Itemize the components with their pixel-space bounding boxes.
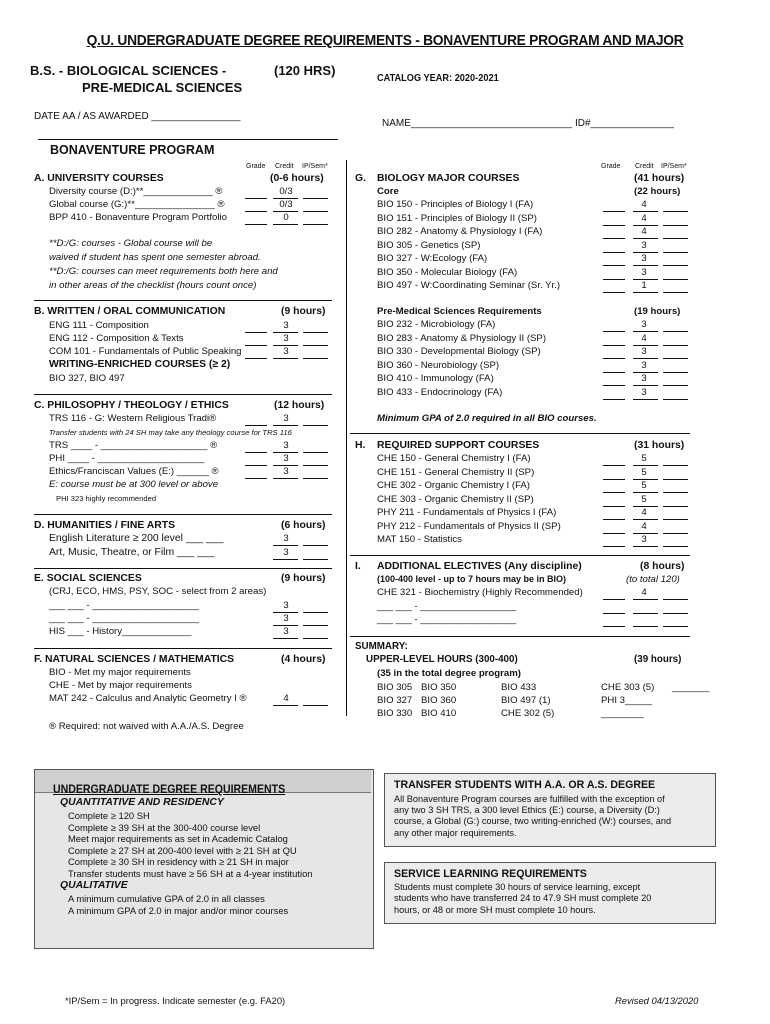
- grade-blank[interactable]: [603, 533, 625, 534]
- transfer-line: course, a Global (G:) course, two writing-enriched (W:) courses, and: [394, 816, 672, 827]
- upper-level-sub: (35 in the total degree program): [377, 668, 521, 679]
- degree-hours: (120 HRS): [274, 63, 336, 78]
- ip-blank[interactable]: [663, 331, 688, 332]
- grade-blank[interactable]: [603, 279, 625, 280]
- degree-requirements-box: [34, 769, 374, 949]
- program-title: BONAVENTURE PROGRAM: [50, 143, 215, 157]
- ip-blank[interactable]: [663, 492, 688, 493]
- ip-blank[interactable]: [663, 345, 688, 346]
- course-row: BIO 497 - W:Coordinating Seminar (Sr. Yr.): [377, 280, 561, 291]
- divider: [34, 394, 332, 395]
- summary-course: BIO 327: [377, 695, 413, 706]
- col-grade: Grade: [246, 163, 266, 170]
- credit-blank: [273, 625, 298, 626]
- grade-blank[interactable]: [245, 332, 267, 333]
- section-g-letter: G.: [355, 173, 366, 184]
- course-row: PHY 212 - Fundamentals of Physics II (SP): [377, 520, 561, 532]
- writing-enriched-courses: BIO 327, BIO 497: [49, 373, 125, 384]
- ip-blank[interactable]: [663, 626, 688, 627]
- grade-blank[interactable]: [603, 506, 625, 507]
- note-phi: PHI 323 highly recommended: [56, 494, 157, 503]
- grade-blank[interactable]: [603, 225, 625, 226]
- credit-value: 4: [641, 507, 647, 518]
- credit-value: 0/3: [279, 199, 293, 210]
- note-line: in other areas of the checklist (hours count once): [49, 280, 257, 291]
- credit-value: 3: [283, 320, 289, 331]
- grade-blank[interactable]: [245, 465, 267, 466]
- transfer-box: [384, 773, 716, 847]
- col-ip-right: IP/Sem*: [661, 163, 687, 170]
- credit-value: 4: [641, 520, 647, 532]
- col-credit-right: Credit: [635, 163, 654, 170]
- gpa-note: Minimum GPA of 2.0 required in all BIO courses.: [377, 413, 597, 424]
- credit-blank: [273, 211, 298, 212]
- course-row: BIO 151 - Principles of Biology II (SP): [377, 212, 537, 224]
- ip-blank[interactable]: [303, 625, 328, 626]
- section-f-title: F. NATURAL SCIENCES / MATHEMATICS: [34, 654, 235, 665]
- credit-blank: [273, 425, 298, 426]
- ip-blank[interactable]: [663, 385, 688, 386]
- credit-blank: [633, 613, 658, 614]
- service-line: hours, or 48 or more SH must complete 10 hours.: [394, 904, 596, 915]
- course-row: PHY 211 - Fundamentals of Physics I (FA): [377, 507, 557, 518]
- grade-blank[interactable]: [603, 292, 625, 293]
- ip-blank[interactable]: [663, 372, 688, 373]
- divider: [350, 555, 690, 556]
- summary-course: BIO 360: [421, 695, 457, 706]
- divider: [34, 514, 332, 515]
- summary-label: SUMMARY:: [355, 641, 408, 652]
- service-text: [394, 882, 651, 916]
- credit-blank: [633, 546, 658, 547]
- section-e-sub: (CRJ, ECO, HMS, PSY, SOC - select from 2 areas): [49, 586, 267, 597]
- qr-line: Complete ≥ 120 SH: [68, 810, 150, 821]
- credit-blank: [633, 399, 658, 400]
- grade-blank[interactable]: [245, 345, 267, 346]
- credit-value: 4: [283, 693, 289, 704]
- transfer-text: [394, 794, 671, 839]
- section-d-row: English Literature ≥ 200 level ___ ___: [49, 533, 224, 544]
- grade-blank[interactable]: [603, 613, 625, 614]
- credit-value: 0: [283, 212, 289, 223]
- grade-blank[interactable]: [245, 198, 267, 199]
- ip-blank[interactable]: [663, 506, 688, 507]
- ip-blank[interactable]: [663, 358, 688, 359]
- col-credit: Credit: [275, 163, 294, 170]
- course-row: MAT 150 - Statistics: [377, 534, 462, 545]
- ip-blank[interactable]: [663, 211, 688, 212]
- ip-blank[interactable]: [663, 479, 688, 480]
- summary-course: BIO 497 (1): [501, 695, 551, 706]
- grade-blank[interactable]: [603, 492, 625, 493]
- credit-value: 3: [283, 613, 289, 624]
- credit-blank: [273, 545, 298, 546]
- upper-level-hours: (39 hours): [634, 654, 682, 665]
- grade-blank[interactable]: [603, 546, 625, 547]
- section-a-row: Diversity course (D:)**_____________ ®: [49, 186, 223, 197]
- qr-line: Meet major requirements as set in Academic Catalog: [68, 833, 288, 845]
- summary-course: BIO 410: [421, 708, 457, 719]
- section-e-row: ___ ___ - ____________________: [49, 613, 199, 624]
- grade-blank[interactable]: [603, 599, 625, 600]
- credit-value: 5: [641, 493, 647, 505]
- grade-blank[interactable]: [603, 358, 625, 359]
- transfer-title: TRANSFER STUDENTS WITH A.A. OR A.S. DEGREE: [394, 779, 656, 791]
- section-c-hours: (12 hours): [274, 400, 325, 411]
- section-d-title: D. HUMANITIES / FINE ARTS: [34, 520, 176, 531]
- section-a-title: A. UNIVERSITY COURSES: [34, 173, 164, 184]
- credit-value: 1: [641, 280, 647, 291]
- ip-blank[interactable]: [663, 533, 688, 534]
- divider: [34, 648, 332, 649]
- credit-value: 3: [641, 386, 647, 398]
- credit-value: 4: [641, 332, 647, 344]
- section-i-letter: I.: [355, 561, 361, 572]
- ip-blank[interactable]: [663, 519, 688, 520]
- credit-value: 3: [641, 346, 647, 357]
- catalog-year: CATALOG YEAR: 2020-2021: [377, 73, 499, 84]
- credit-value: 3: [641, 253, 647, 264]
- ip-blank[interactable]: [303, 559, 328, 560]
- grade-blank[interactable]: [603, 252, 625, 253]
- divider: [38, 139, 338, 140]
- credit-value: 3: [283, 333, 289, 344]
- section-i-sub: (100-400 level - up to 7 hours may be in BIO): [377, 574, 567, 584]
- credit-value: 5: [641, 480, 647, 491]
- section-g-title: BIOLOGY MAJOR COURSES: [377, 173, 520, 184]
- section-c-trs: TRS 116 - G: Western Religious Tradi®: [49, 413, 217, 424]
- degree-title: [30, 62, 226, 79]
- credit-blank: [273, 705, 298, 706]
- divider: [34, 568, 332, 569]
- service-line: Students must complete 30 hours of service learning, except: [394, 882, 641, 892]
- grade-blank[interactable]: [245, 478, 267, 479]
- grade-blank[interactable]: [603, 385, 625, 386]
- section-c-title: C. PHILOSOPHY / THEOLOGY / ETHICS: [34, 400, 229, 411]
- section-e-title: E. SOCIAL SCIENCES: [34, 573, 142, 584]
- ip-blank[interactable]: [303, 211, 328, 212]
- required-note: ® Required: not waived with A.A./A.S. Degree: [49, 721, 244, 732]
- credit-value: 3: [283, 453, 289, 464]
- credit-value: 3: [641, 359, 647, 371]
- section-h-hours: (31 hours): [634, 440, 685, 451]
- credit-blank: [273, 612, 298, 613]
- degree-line1: B.S. - BIOLOGICAL SCIENCES -: [30, 63, 227, 78]
- ip-blank[interactable]: [663, 292, 688, 293]
- udr-title: UNDERGRADUATE DEGREE REQUIREMENTS: [53, 782, 286, 796]
- ip-blank[interactable]: [663, 399, 688, 400]
- credit-value: 3: [283, 346, 289, 357]
- credit-value: 3: [283, 533, 289, 544]
- note-line: waived if student has spent one semester abroad.: [49, 252, 261, 263]
- section-f-hours: (4 hours): [281, 654, 326, 665]
- credit-blank: [273, 358, 298, 359]
- credit-value: 0/3: [279, 186, 293, 197]
- grade-blank[interactable]: [603, 399, 625, 400]
- ip-blank[interactable]: [303, 638, 328, 639]
- course-row: BIO 232 - Microbiology (FA): [377, 319, 496, 330]
- credit-blank: [273, 332, 298, 333]
- col-ip: IP/Sem*: [302, 163, 328, 170]
- core-hours: (22 hours): [634, 186, 681, 197]
- section-c-row: TRS ____ - ____________________ ®: [49, 440, 218, 451]
- credit-value: 3: [283, 440, 289, 451]
- ip-blank[interactable]: [303, 198, 328, 199]
- section-a-row: BPP 410 - Bonaventure Program Portfolio: [49, 212, 227, 223]
- ip-blank[interactable]: [663, 599, 688, 600]
- credit-blank: [633, 599, 658, 600]
- section-g-hours: (41 hours): [634, 173, 685, 184]
- credit-blank: [273, 452, 298, 453]
- section-c-row: PHI ____ - ____________________: [49, 453, 205, 464]
- section-e-row: ___ ___ - ____________________: [49, 600, 199, 611]
- ip-blank[interactable]: [663, 265, 688, 266]
- credit-value: 3: [641, 373, 647, 384]
- course-row: BIO 305 - Genetics (SP): [377, 239, 481, 251]
- qual-line: A minimum GPA of 2.0 in major and/or minor courses: [68, 904, 289, 916]
- grade-blank[interactable]: [603, 479, 625, 480]
- section-b-row: ENG 111 - Composition: [49, 320, 149, 331]
- ip-blank[interactable]: [663, 613, 688, 614]
- credit-value: 3: [641, 266, 647, 278]
- credit-value: 3: [283, 413, 289, 424]
- section-h-letter: H.: [355, 440, 366, 451]
- section-b-hours: (9 hours): [281, 306, 326, 317]
- grade-blank[interactable]: [245, 452, 267, 453]
- ip-blank[interactable]: [663, 225, 688, 226]
- ip-blank[interactable]: [303, 612, 328, 613]
- section-f-row: CHE - Met by major requirements: [49, 680, 192, 691]
- transfer-line: any other major requirements.: [394, 827, 517, 838]
- degree-line2: PRE-MEDICAL SCIENCES: [82, 80, 243, 95]
- note-line: **D:/G: courses - Global course will be: [49, 238, 213, 249]
- ip-blank[interactable]: [303, 358, 328, 359]
- ip-blank[interactable]: [663, 465, 688, 466]
- qualitative-heading: QUALITATIVE: [60, 880, 128, 891]
- transfer-line: All Bonaventure Program courses are fulfilled with the exception of: [394, 794, 665, 804]
- ip-blank[interactable]: [663, 238, 688, 239]
- revised-date: Revised 04/13/2020: [615, 995, 699, 1006]
- grade-blank[interactable]: [603, 331, 625, 332]
- credit-blank: [273, 478, 298, 479]
- date-awarded-field[interactable]: DATE AA / AS AWARDED ________________: [34, 111, 241, 122]
- column-divider: [346, 160, 347, 716]
- course-row: BIO 150 - Principles of Biology I (FA): [377, 199, 534, 210]
- credit-value: 5: [641, 466, 647, 478]
- credit-blank: [273, 465, 298, 466]
- summary-blank[interactable]: _______: [672, 682, 710, 693]
- grade-blank[interactable]: [603, 519, 625, 520]
- credit-value: 3: [641, 319, 647, 330]
- qr-line: Complete ≥ 30 SH in residency with ≥ 21 SH in major: [68, 856, 289, 868]
- section-d-hours: (6 hours): [281, 520, 326, 531]
- grade-blank[interactable]: [603, 372, 625, 373]
- ip-blank[interactable]: [663, 252, 688, 253]
- qr-list: [68, 810, 313, 880]
- divider: [34, 300, 332, 301]
- credit-blank: [273, 638, 298, 639]
- section-b-title: B. WRITTEN / ORAL COMMUNICATION: [34, 306, 226, 317]
- grade-blank[interactable]: [603, 465, 625, 466]
- section-i-total: (to total 120): [626, 574, 680, 585]
- ip-blank[interactable]: [303, 545, 328, 546]
- credit-value: 3: [283, 600, 289, 611]
- credit-value: 3: [283, 547, 289, 558]
- ip-blank[interactable]: [303, 478, 328, 479]
- section-i-hours: (8 hours): [640, 561, 685, 572]
- section-a-row: Global course (G:)**_______________ ®: [49, 199, 225, 210]
- section-i-title: ADDITIONAL ELECTIVES (Any discipline): [377, 561, 582, 572]
- credit-blank: [273, 198, 298, 199]
- section-f-row: MAT 242 - Calculus and Analytic Geometry I ®: [49, 693, 247, 704]
- section-b-row: ENG 112 - Composition & Texts: [49, 333, 184, 344]
- divider: [350, 636, 690, 637]
- course-row: CHE 302 - Organic Chemistry I (FA): [377, 480, 531, 491]
- divider: [350, 433, 690, 434]
- footer-note: *IP/Sem = In progress. Indicate semester (e.g. FA20): [65, 995, 286, 1006]
- credit-blank: [273, 224, 298, 225]
- qual-list: [68, 893, 288, 916]
- transfer-note: Transfer students with 24 SH may take any theology course for TRS 116: [49, 428, 292, 437]
- writing-enriched-heading: WRITING-ENRICHED COURSES (≥ 2): [49, 359, 231, 370]
- section-d-row: Art, Music, Theatre, or Film ___ ___: [49, 547, 215, 558]
- summary-course: BIO 305: [377, 682, 413, 693]
- qr-line: Transfer students must have ≥ 56 SH at a 4-year institution: [68, 867, 313, 879]
- upper-level-label: UPPER-LEVEL HOURS (300-400): [366, 654, 518, 665]
- course-row: CHE 303 - Organic Chemistry II (SP): [377, 493, 534, 505]
- ip-blank[interactable]: [303, 452, 328, 453]
- grade-blank[interactable]: [603, 265, 625, 266]
- credit-blank: [273, 345, 298, 346]
- section-i-row: ___ ___ - __________________: [377, 601, 517, 612]
- ip-blank[interactable]: [303, 332, 328, 333]
- ip-blank[interactable]: [303, 345, 328, 346]
- section-h-title: REQUIRED SUPPORT COURSES: [377, 440, 540, 451]
- credit-blank: [633, 292, 658, 293]
- course-row: BIO 330 - Developmental Biology (SP): [377, 346, 541, 357]
- course-row: BIO 410 - Immunology (FA): [377, 373, 494, 384]
- section-b-row: COM 101 - Fundamentals of Public Speaking: [49, 346, 242, 357]
- credit-value: 4: [641, 212, 647, 224]
- section-a-hours: (0-6 hours): [270, 173, 324, 184]
- summary-course[interactable]: ________: [601, 708, 644, 719]
- ip-blank[interactable]: [663, 546, 688, 547]
- ip-blank[interactable]: [303, 705, 328, 706]
- transfer-line: any two 3 SH TRS, a 300 level Ethics (E:) course, a Diversity (D:): [394, 805, 660, 816]
- section-i-row: ___ ___ - __________________: [377, 614, 517, 625]
- section-c-row: Ethics/Franciscan Values (E:) ______ ®: [49, 466, 219, 477]
- service-learning-box: [384, 862, 716, 924]
- course-row: CHE 151 - General Chemistry II (SP): [377, 466, 535, 478]
- credit-value: 3: [283, 626, 289, 637]
- credit-value: 4: [641, 587, 647, 598]
- grade-blank[interactable]: [245, 211, 267, 212]
- ip-blank[interactable]: [663, 279, 688, 280]
- credit-blank: [633, 626, 658, 627]
- ip-blank[interactable]: [303, 425, 328, 426]
- summary-course: CHE 302 (5): [501, 708, 555, 719]
- credit-value: 3: [641, 534, 647, 545]
- grade-blank[interactable]: [603, 626, 625, 627]
- course-row: BIO 282 - Anatomy & Physiology I (FA): [377, 226, 543, 237]
- summary-course: CHE 303 (5): [601, 682, 655, 693]
- course-row: BIO 433 - Endocrinology (FA): [377, 386, 503, 398]
- qr-heading: QUANTITATIVE AND RESIDENCY: [60, 797, 224, 808]
- section-e-hours: (9 hours): [281, 573, 326, 584]
- course-row: BIO 327 - W:Ecology (FA): [377, 253, 488, 264]
- qr-line: Complete ≥ 39 SH at the 300-400 course level: [68, 821, 261, 833]
- summary-course: BIO 330: [377, 708, 413, 719]
- qr-line: Complete ≥ 27 SH at 200-400 level with ≥ 21 SH at QU: [68, 844, 297, 856]
- credit-value: 4: [641, 199, 647, 210]
- grade-blank[interactable]: [245, 224, 267, 225]
- col-grade-right: Grade: [601, 163, 621, 170]
- course-row: CHE 150 - General Chemistry I (FA): [377, 453, 531, 464]
- section-e-row: HIS ___ - History_____________: [49, 626, 192, 637]
- grade-blank[interactable]: [245, 425, 267, 426]
- qual-line: A minimum cumulative GPA of 2.0 in all classes: [68, 893, 265, 904]
- premed-label: Pre-Medical Sciences Requirements: [377, 306, 542, 317]
- credit-value: 5: [641, 453, 647, 464]
- course-row: BIO 350 - Molecular Biology (FA): [377, 266, 518, 278]
- note-line: **D:/G: courses can meet requirements both here and: [49, 266, 278, 277]
- summary-course: BIO 433: [501, 682, 537, 693]
- name-id-field[interactable]: NAME_____________________________ ID#_______________: [382, 118, 674, 129]
- service-title: SERVICE LEARNING REQUIREMENTS: [394, 868, 587, 880]
- ip-blank[interactable]: [303, 465, 328, 466]
- summary-course[interactable]: PHI 3_____: [601, 695, 652, 706]
- grade-blank[interactable]: [603, 345, 625, 346]
- premed-hours: (19 hours): [634, 306, 681, 317]
- credit-value: 3: [641, 239, 647, 251]
- credit-value: 4: [641, 226, 647, 237]
- grade-blank[interactable]: [603, 238, 625, 239]
- course-row: BIO 360 - Neurobiology (SP): [377, 359, 500, 371]
- summary-course: BIO 350: [421, 682, 457, 693]
- section-i-row: CHE 321 - Biochemistry (Highly Recommended): [377, 587, 583, 598]
- grade-blank[interactable]: [245, 358, 267, 359]
- service-line: students who have transferred 24 to 47.9 SH must complete 20: [394, 893, 652, 904]
- note-e-course: E: course must be at 300 level or above: [49, 479, 219, 490]
- core-label: Core: [377, 186, 399, 197]
- credit-blank: [273, 559, 298, 560]
- page-title: Q.U. UNDERGRADUATE DEGREE REQUIREMENTS - BONAVENTURE PROGRAM AND MAJOR: [86, 32, 684, 49]
- grade-blank[interactable]: [603, 211, 625, 212]
- course-row: BIO 283 - Anatomy & Physiology II (SP): [377, 332, 547, 344]
- ip-blank[interactable]: [303, 224, 328, 225]
- section-f-row: BIO - Met my major requirements: [49, 667, 191, 678]
- credit-value: 3: [283, 466, 289, 477]
